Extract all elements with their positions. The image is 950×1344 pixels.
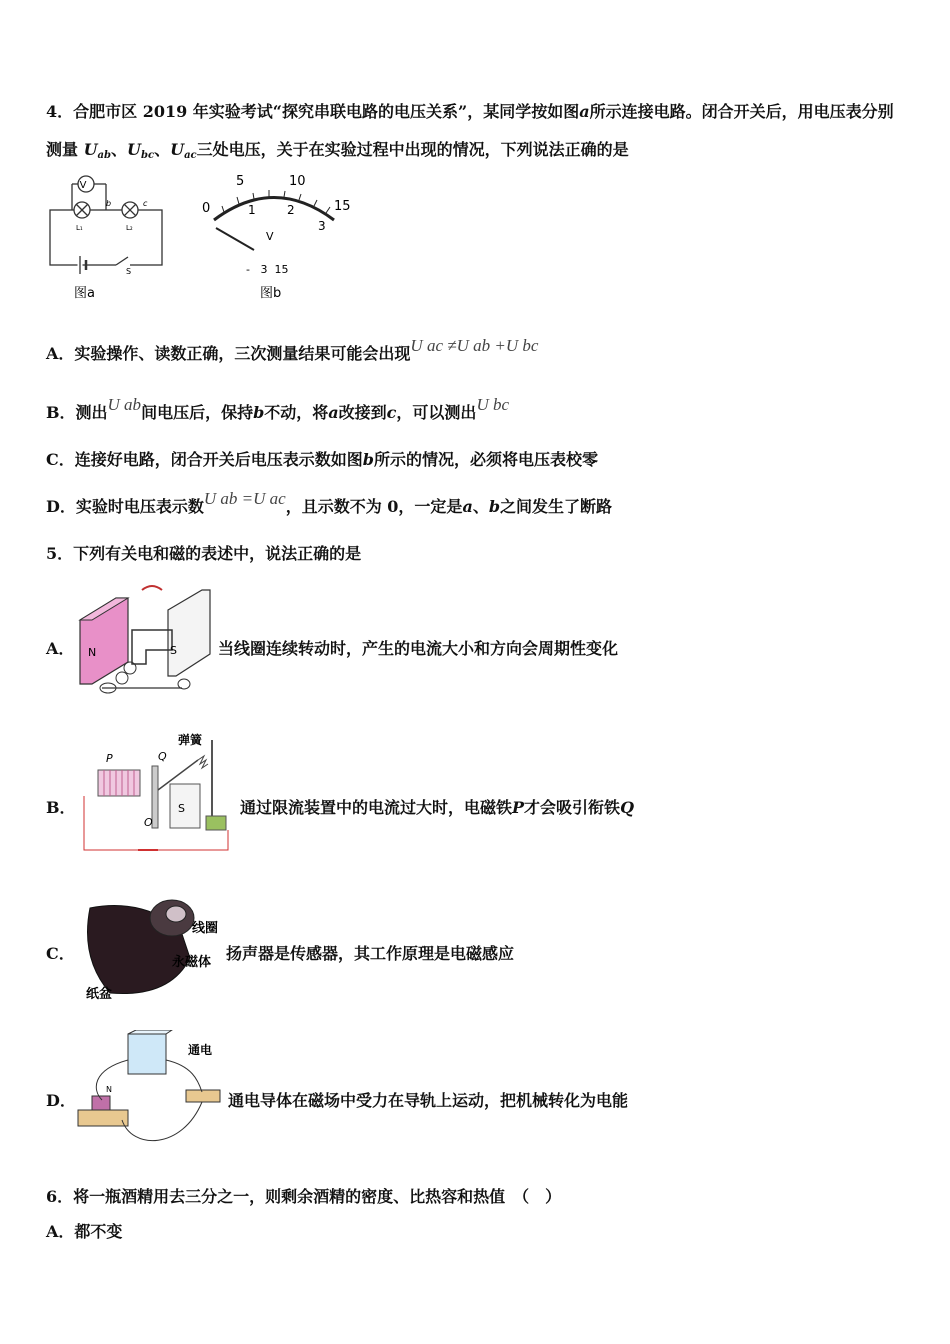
circuit-diagram-figure: [44, 170, 174, 305]
dial-unit-label: V: [266, 230, 274, 243]
power-supply-box: [128, 1034, 166, 1074]
cone-label: 纸盆: [86, 987, 113, 1002]
rail-base: [78, 1110, 128, 1126]
voltmeter-dial-figure: [194, 170, 364, 305]
node-c-label: c: [143, 199, 148, 208]
magnet-n-label-d: N: [106, 1085, 112, 1094]
coil-loop: [132, 630, 172, 664]
dial-scale-5: 5: [236, 174, 245, 189]
generator-figure: [72, 580, 212, 700]
dial-arc: [214, 198, 334, 221]
q4-stem-line2: 测量 $U_{ab}$、$U_{bc}$、$U_{ac}$三处电压，关于在实验过程中出现的情况，下列说法正确的是: [46, 140, 629, 161]
q5-option-c-text: 扬声器是传感器，其工作原理是电磁感应: [226, 944, 515, 963]
q4-option-c[interactable]: C．连接好电路，闭合开关后电压表示数如图b所示的情况，必须将电压表校零: [46, 450, 598, 469]
q5-option-a-text: 当线圈连续转动时，产生的电流大小和方向会周期性变化: [218, 639, 619, 658]
dial-scale-10: 10: [289, 174, 306, 189]
dial-scale-0: 0: [202, 201, 211, 216]
voltmeter-label: V: [79, 180, 87, 191]
magnet-n-label: N: [88, 646, 97, 659]
loudspeaker-figure: [80, 888, 230, 1008]
q4-option-d[interactable]: D．实验时电压表示数U ab =U ac，且示数不为 0，一定是a、b之间发生了断路: [46, 489, 613, 516]
lamp-l1-label: L₁: [76, 224, 83, 232]
dial-lower-1: 1: [248, 203, 256, 217]
magnet-label: 永磁体: [172, 955, 212, 970]
o-label: O: [144, 816, 153, 829]
p-label: P: [106, 752, 113, 765]
q6-option-a[interactable]: A．都不变: [46, 1222, 123, 1241]
option-a-formula: U ac ≠U ab +U bc: [410, 336, 539, 355]
q5-option-c-label[interactable]: C．: [46, 944, 75, 963]
circuit-wire-loop: [50, 210, 162, 265]
armature-q: [152, 766, 158, 828]
dial-lower-2: 2: [287, 203, 295, 217]
q4-stem-line1: 4．合肥市区 2019 年实验考试“探究串联电路的电压关系”，某同学按如图a所示连接电路。闭合开关后，用电压表分别: [46, 102, 894, 121]
q5-option-b-text: 通过限流装置中的电流过大时，电磁铁P才会吸引衔铁Q: [240, 798, 634, 817]
q-label: Q: [158, 750, 167, 763]
q6-stem: 6．将一瓶酒精用去三分之一，则剩余酒精的密度、比热容和热值 （ ）: [46, 1187, 562, 1206]
motor-rails-figure: [72, 1030, 228, 1156]
node-b-label: b: [106, 199, 112, 208]
power-label: 通电: [188, 1043, 213, 1057]
coil-label: 线圈: [192, 921, 219, 936]
spring-label: 弹簧: [178, 733, 203, 747]
dial-scale-15: 15: [334, 199, 351, 214]
spring-icon: [198, 756, 208, 768]
figure-b-caption: 图b: [260, 286, 282, 301]
q5-option-b-label[interactable]: B．: [46, 798, 76, 817]
switch-label: S: [126, 267, 132, 276]
lamp-l2-label: L₂: [126, 224, 133, 232]
q4-option-b[interactable]: B．测出U ab间电压后，保持b不动，将a改接到c，可以测出U bc: [46, 395, 510, 422]
s-label: S: [178, 802, 185, 815]
figure-a-caption: 图a: [74, 286, 95, 301]
q5-option-a-label[interactable]: A．: [46, 639, 75, 658]
q5-option-d-text: 通电导体在磁场中受力在导轨上运动，把机械转化为电能: [228, 1091, 629, 1110]
magnet-s-block: [168, 590, 210, 676]
q4-option-a[interactable]: A．实验操作、读数正确，三次测量结果可能会出现U ac ≠U ab +U bc: [46, 336, 539, 363]
q5-stem: 5．下列有关电和磁的表述中，说法正确的是: [46, 544, 362, 563]
magnet-icon: [92, 1096, 110, 1110]
q5-option-d-label[interactable]: D．: [46, 1091, 76, 1110]
magnet-s-label: S: [170, 644, 177, 657]
rotation-arrow-icon: [142, 586, 162, 590]
current-limiter-figure: [78, 730, 238, 860]
dial-terminals-label: - 3 15: [246, 263, 289, 276]
dial-lower-3: 3: [318, 219, 326, 233]
dial-needle: [216, 228, 254, 250]
